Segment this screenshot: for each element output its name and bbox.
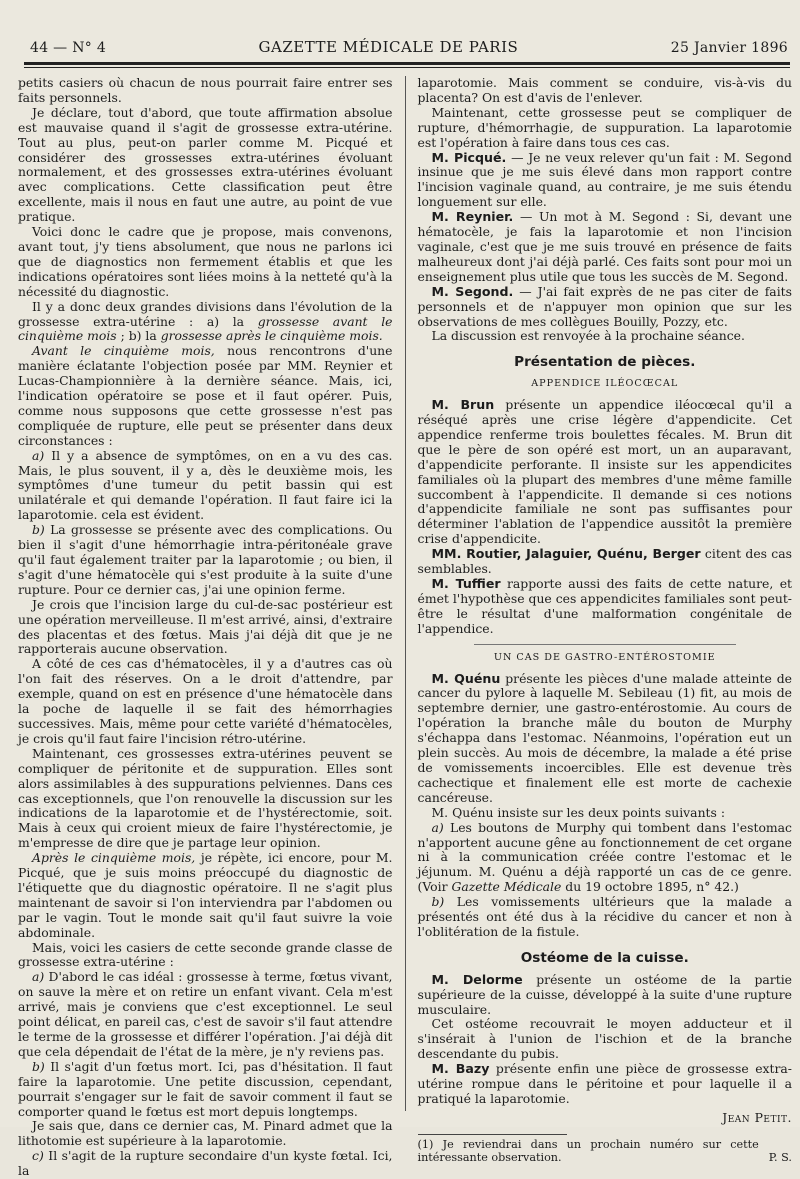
footnote-signature: P. S. <box>768 1151 792 1165</box>
list-marker: a) <box>431 819 444 835</box>
text-run: présente un appendice iléocœcal qu'il a réséqué après une crise légère d'appendicite. Cet appendice renferme trois boulettes fécales. M. Brun dit que le père de son opéré est mort, un an auparavant, d'appendicite perforante. Il insiste sur les appendicites familiales où la plupart des membres d'une même famille succombent à l'appendicite. Il demande si ces notions d'appendicite familiale ne sont pas suffisantes pour déterminer l'ablation de l'appendice aussitôt la première crise d'appendicite. <box>417 397 792 547</box>
journal-title: GAZETTE MÉDICALE DE PARIS <box>258 38 519 56</box>
subsection-heading: UN CAS DE GASTRO-ENTÉROSTOMIE <box>493 651 716 663</box>
paragraph: Voici donc le cadre que je propose, mais convenons, avant tout, j'y tiens absolument, que nous ne parlons ici que de diagnostics non fermement établis et que les indications opératoires sont liées moins à la netteté qu'à la nécessité du diagnostic. <box>18 224 393 299</box>
paragraph <box>18 449 393 524</box>
paragraph <box>18 970 393 1059</box>
italic-run: grossesse après le cinquième mois. <box>160 328 383 344</box>
paragraph <box>418 895 793 940</box>
left-column <box>18 75 393 1179</box>
paragraph <box>18 523 393 598</box>
speaker-name: MM. Routier, Jalaguier, Quénu, Berger <box>431 546 701 562</box>
text-run: rapporte aussi des faits de cette nature, et émet l'hypothèse que ces appendicites familiales sont peut-être le résultat d'une malformation congénitale de l'appendice. <box>417 576 793 636</box>
list-marker: a) <box>32 969 45 985</box>
paragraph: Je crois que l'incision large du cul-de-sac postérieur est une opération merveilleuse. Il m'est arrivé, ainsi, d'extraire des placentas et des fœtus. Mais j'ai déjà dit que je ne rapporterais aucune observation. <box>18 596 393 657</box>
paragraph <box>18 1060 393 1120</box>
text-run: présente enfin une pièce de grossesse extra-utérine rompue dans le péritoine et pour laquelle il a pratiqué la laparotomie. <box>417 1061 792 1106</box>
paragraph: Je sais que, dans ce dernier cas, M. Pinard admet que la lithotomie est supérieure à la laparotomie. <box>18 1118 393 1149</box>
paragraph: Maintenant, ces grossesses extra-utérines peuvent se compliquer de péritonite et de suppuration. Elles sont alors assimilables à des suppurations pelviennes. Dans ces cas exceptionnels, que l'on renouvelle la discussion sur les indications de la laparotomie et de l'hystérectomie, soit. Mais à ceux qui croient mieux de faire l'hystérectomie, je m'empresse de dire que je partage leur opinion. <box>18 745 393 851</box>
text-run: présente un ostéome de la partie supérieure de la cuisse, développé à la suite d'une rupture musculaire. <box>417 971 792 1017</box>
italic-run: grossesse avant le cinquième mois <box>18 313 393 344</box>
paragraph: Cet ostéome recouvrait le moyen adducteur et il s'insérait à l'union de l'ischion et de la branche descendante du pubis. <box>417 1016 792 1062</box>
text-run: — J'ai fait exprès de ne pas citer de faits personnels et de n'appuyer mon opinion que sur les observations de mes collègues Bouilly, Pozzy, etc. <box>417 283 792 329</box>
text-run: Il y a donc deux grandes divisions dans l'évolution de la grossesse extra-utérine : a) la <box>18 298 393 329</box>
text-run: D'abord le cas idéal : grossesse à terme, fœtus vivant, on sauve la mère et on retire un enfant vivant. Cela m'est arrivé, mais je conviens que c'est exceptionnel. Le seul point délicat, en pareil cas, c'est de savoir s'il faut attendre le terme de la grossesse et différer l'opération. J'ai déjà dit que cela dépendait de l'état de la mère, je n'y reviens pas. <box>18 969 393 1059</box>
speaker-name: M. Reynier. <box>431 209 514 225</box>
text-run: — Un mot à M. Segond : Si, devant une hématocèle, je fais la laparotomie et non l'incision vaginale, c'est que je me suis trouvé en présence de faits malheureux dont j'ai déjà parlé. Ces faits sont pour moi un enseignement plus utile que tous les succès de M. Segond. <box>417 209 792 284</box>
speaker-name: M. Picqué. <box>431 149 507 165</box>
running-header <box>30 30 788 56</box>
paragraph <box>418 398 793 547</box>
issue-date: 25 Janvier 1896 <box>670 40 788 56</box>
paragraph <box>18 300 393 345</box>
right-column <box>417 75 793 1165</box>
paragraph <box>418 973 793 1018</box>
text-run: Il s'agit de la rupture secondaire d'un kyste fœtal. Ici, la <box>18 1148 393 1179</box>
paragraph: petits casiers où chacun de nous pourrait faire entrer ses faits personnels. <box>18 75 393 105</box>
text-run: je répète, ici encore, pour M. Picqué, que je suis moins préoccupé du diagnostic de l'étiquette que du diagnostic opératoire. Il ne s'agit plus maintenant de savoir si l'on interviendra par l'abdomen ou par le vagin. Tout le monde sait qu'il faut suivre la voie abdominale. <box>18 850 393 940</box>
speaker-name: M. Brun <box>431 397 495 413</box>
text-run: nous rencontrons d'une manière éclatante l'objection posée par MM. Reynier et Lucas-Championnière à la dernière séance. Mais, ici, l'indication opératoire se pose et il faut opérer. Puis, comme nous supposons que cette grossesse n'est pas compliquée de rupture, elle peut se présenter dans deux circonstances : <box>18 343 393 448</box>
speaker-name: M. Tuffier <box>431 576 501 591</box>
article-columns <box>18 75 793 1179</box>
paragraph <box>418 821 793 896</box>
speaker-name: M. Quénu <box>431 670 501 686</box>
text-run: Les boutons de Murphy qui tombent dans l'estomac n'apportent aucune gêne au fonctionnement de cet organe ni à la communication créée contre l'estomac et le jéjunum. M. Quénu a déjà rapporté un cas de ce genre. (Voir <box>417 819 792 895</box>
paragraph: A côté de ces cas d'hématocèles, il y a d'autres cas où l'on fait des réserves. On a le droit d'attendre, par exemple, quand on est en présence d'une hématocèle dans la poche de laquelle il se fait des hémorrhagies successives. Mais, même pour cette variété d'hématocèles, je crois qu'il faut faire l'incision rétro-utérine. <box>18 656 393 746</box>
section-heading: Présentation de pièces. <box>514 354 696 371</box>
paragraph <box>418 285 793 330</box>
text-run: — Je ne veux relever qu'un fait : M. Segond insinue que je me suis élevé dans mon rapport contre l'incision vaginale quand, au contraire, je me suis étendu longuement sur elle. <box>417 149 792 210</box>
author-signature: Jean Petit. <box>722 1109 792 1125</box>
paragraph <box>18 851 393 940</box>
text-run: citent des cas semblables. <box>417 546 792 577</box>
section-rule <box>474 644 736 645</box>
text-run: du 19 octobre 1895, n° 42.) <box>561 879 739 895</box>
header-rule <box>24 62 790 68</box>
footnote-text: (1) Je reviendrai dans un prochain numéro sur cette intéressante observation. <box>417 1137 759 1165</box>
text-run: ; b) la <box>116 328 161 344</box>
paragraph <box>18 1149 393 1179</box>
paragraph: Je déclare, tout d'abord, que toute affirmation absolue est mauvaise quand il s'agit de grossesse extra-utérine. Tout au plus, peut-on parler comme M. Picqué et considérer des grossesses extra-utérines évoluant normalement, et des grossesses extra-utérines évoluant avec complications. Cette classification peut être excellente, mais il nous en faut une autre, au point de vue pratique. <box>18 104 393 225</box>
italic-run: Avant le cinquième mois, <box>32 343 215 359</box>
paragraph: Maintenant, cette grossesse peut se compliquer de rupture, d'hémorrhagie, de suppuration. La laparotomie est l'opération à faire dans tous ces cas. <box>417 104 792 150</box>
column-divider <box>405 76 406 1111</box>
speaker-name: M. Delorme <box>431 971 523 987</box>
speaker-name: M. Bazy <box>431 1061 490 1077</box>
list-marker: b) <box>431 894 445 910</box>
paragraph <box>418 577 793 637</box>
paragraph: La discussion est renvoyée à la prochaine séance. <box>431 328 745 344</box>
paragraph <box>418 210 793 285</box>
text-run: Il y a absence de symptômes, on en a vu des cas. Mais, le plus souvent, il y a, dès le deuxième mois, les symptômes d'une tumeur du petit bassin qui est unilatérale et qui demande l'opération. Il faut faire ici la laparotomie. cela est évident. <box>18 447 393 523</box>
paragraph <box>418 1062 793 1107</box>
footnote-rule <box>418 1134 568 1135</box>
paragraph <box>18 344 393 448</box>
speaker-name: M. Segond. <box>431 283 514 299</box>
text-run: Il s'agit d'un fœtus mort. Ici, pas d'hésitation. Il faut faire la laparotomie. Une petite discussion, cependant, pourrait s'engager sur le fait de savoir comment il faut se comporter quand le fœtus est mort depuis longtemps. <box>18 1058 393 1119</box>
paragraph <box>418 151 793 211</box>
paragraph <box>418 672 793 806</box>
paragraph: Mais, voici les casiers de cette seconde grande classe de grossesse extra-utérine : <box>18 939 393 970</box>
page-number: 44 — N° 4 <box>30 40 107 56</box>
list-marker: a) <box>32 447 45 463</box>
paragraph: M. Quénu insiste sur les deux points suivants : <box>431 804 726 820</box>
text-run: présente les pièces d'une malade atteinte de cancer du pylore à laquelle M. Sebileau (1) fit, au mois de septembre dernier, une gastro-entérostomie. Au cours de l'opération la branche mâle du bouton de Murphy s'échappa dans l'estomac. Néanmoins, l'opération eut un plein succès. Au mois de décembre, la malade a été prise de vomissements incoercibles. Elle est devenue très cachectique et finalement elle est morte de cachexie cancéreuse. <box>417 670 792 805</box>
list-marker: c) <box>32 1148 44 1164</box>
italic-run: Gazette Médicale <box>451 879 562 895</box>
paragraph <box>418 547 793 577</box>
section-heading: Ostéome de la cuisse. <box>520 949 689 966</box>
text-run: Les vomissements ultérieurs que la malade a présentés ont été dus à la récidive du cancer et non à l'oblitération de la fistule. <box>417 894 792 939</box>
text-run: La grossesse se présente avec des complications. Ou bien il s'agit d'une hémorrhagie intra-péritonéale grave qu'il faut également traiter par la laparotomie ; ou bien, il s'agit d'une hématocèle qui s'est produite à la suite d'une rupture. Pour ce dernier cas, j'ai une opinion ferme. <box>18 522 393 597</box>
paragraph: laparotomie. Mais comment se conduire, vis-à-vis du placenta? On est d'avis de l'enlever. <box>417 75 792 105</box>
italic-run: Après le cinquième mois, <box>32 850 196 866</box>
list-marker: b) <box>32 1058 45 1074</box>
list-marker: b) <box>32 522 45 538</box>
footnote <box>418 1138 793 1164</box>
subsection-heading: APPENDICE ILÉOCŒCAL <box>531 378 679 390</box>
